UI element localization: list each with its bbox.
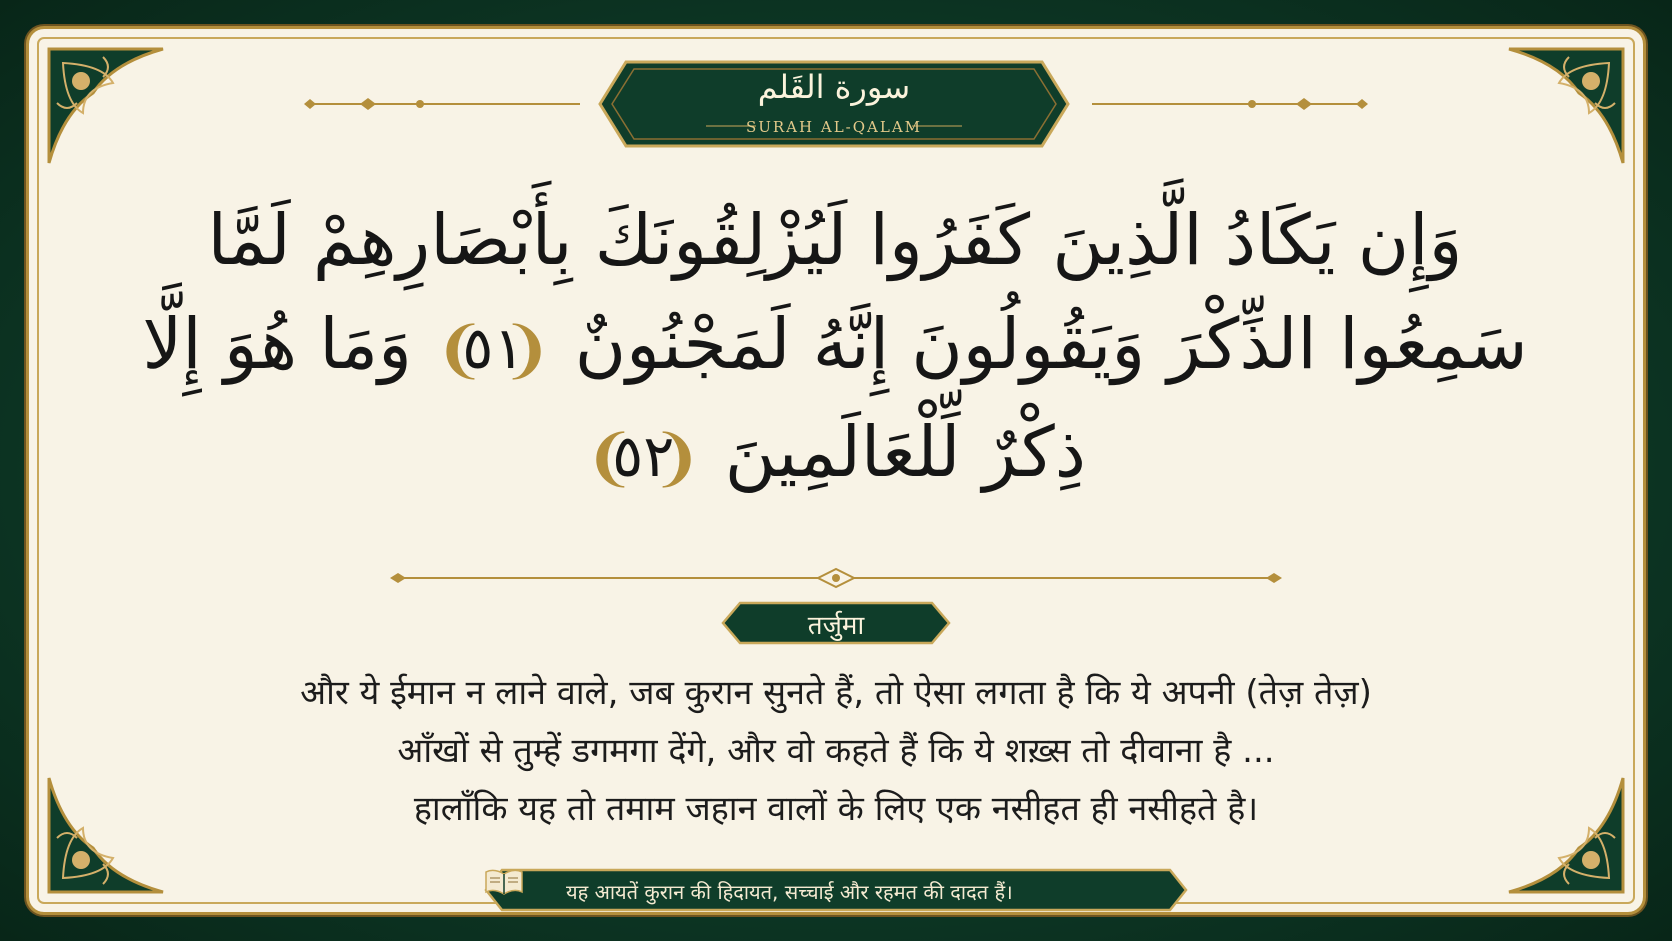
translation-line-3: हालाँकि यह तो तमाम जहान वालों के लिए एक नसीहत ही नसीहते है। (413, 789, 1259, 829)
footer-text: यह आयतें कुरान की हिदायत, सच्चाई और रहमत की दादत हैं। (566, 880, 1013, 904)
verse-line-3 (120, 400, 1550, 508)
ayah-number-51: ❨ ٥١ ❩ (434, 296, 552, 400)
arabic-verse (120, 188, 1550, 508)
hindi-translation (120, 664, 1552, 838)
verse-line-2 (120, 292, 1550, 400)
verse-line-2-part-b: وَمَا هُوَ إِلَّا (142, 303, 412, 385)
surah-title-plate (596, 58, 1072, 150)
verse-line-1: وَإِن يَكَادُ الَّذِينَ كَفَرُوا لَيُزْلِقُونَكَ بِأَبْصَارِهِمْ لَمَّا (207, 199, 1463, 281)
verse-line-2-part-a: سَمِعُوا الذِّكْرَ وَيَقُولُونَ إِنَّهُ لَمَجْنُونٌ (574, 303, 1528, 385)
verse-line-3-text: ذِكْرٌ لِّلْعَالَمِينَ (724, 411, 1086, 493)
section-divider (388, 566, 1284, 590)
translation-label: तर्जुमा (807, 611, 865, 641)
corner-ornament-top-right (1479, 43, 1629, 193)
ayah-number-52: ❨ ٥٢ ❩ (584, 404, 702, 508)
surah-title-arabic: سورة القَلم (757, 68, 911, 106)
footer-banner (484, 868, 1188, 912)
translation-line-2: आँखों से तुम्हें डगमगा देंगे, और वो कहते हैं कि ये शख़्स तो दीवाना है ... (397, 731, 1275, 771)
translation-line-1: और ये ईमान न लाने वाले, जब कुरान सुनते हैं, तो ऐसा लगता है कि ये अपनी (तेज़ तेज़) (300, 673, 1372, 713)
open-book-icon (484, 868, 524, 896)
corner-ornament-top-left (43, 43, 193, 193)
title-ornament-right (1082, 94, 1372, 114)
title-ornament-left (300, 94, 590, 114)
surah-title-english: SURAH AL-QALAM (745, 118, 923, 136)
translation-label-badge (720, 600, 952, 646)
